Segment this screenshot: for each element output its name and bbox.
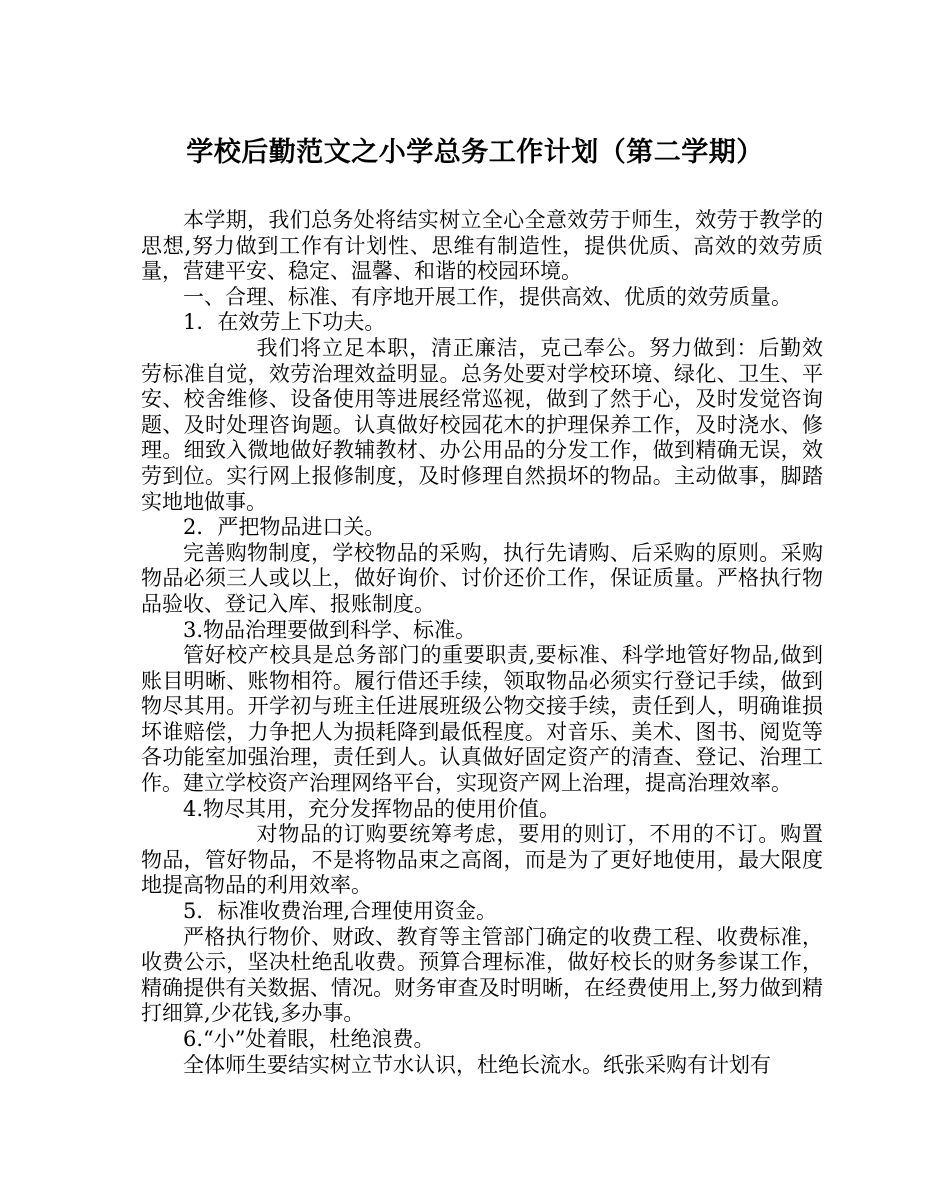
subheading-6: 6.“小”处着眼，杜绝浪费。	[183, 1027, 435, 1051]
paragraph-purchasing: 完善购物制度，学校物品的采购，执行先请购、后采购的原则。采购物品必须三人或以上，做好询价、讨价还价工作，保证质量。严格执行物品验收、登记入库、报账制度。	[141, 540, 823, 616]
paragraph-utilization: 对物品的订购要统筹考虑，要用的则订，不用的不订。购置物品，管好物品，不是将物品束之高阁，而是为了更好地使用，最大限度地提高物品的利用效率。	[141, 822, 823, 898]
paragraph-intro: 本学期，我们总务处将结实树立全心全意效劳于师生，效劳于教学的思想,努力做到工作有计划性、思维有制造性，提供优质、高效的效劳质量，营建平安、稳定、温馨、和谐的校园环境。	[141, 208, 823, 284]
paragraph-fees: 严格执行物价、财政、教育等主管部门确定的收费工程、收费标准，收费公示，坚决杜绝乱收费。预算合理标准，做好校长的财务参谋工作，精确提供有关数据、情况。财务审查及时明晰，在经费使用上,努力做到精打细算,少花钱,多办事。	[141, 924, 823, 1026]
paragraph-saving: 全体师生要结实树立节水认识，杜绝长流水。纸张采购有计划有	[183, 1052, 771, 1077]
subheading-1: 1．在效劳上下功夫。	[183, 310, 386, 335]
section-heading-1: 一、合理、标准、有序地开展工作，提供高效、优质的效劳质量。	[183, 284, 792, 309]
subheading-5: 5．标准收费治理,合理使用资金。	[183, 899, 498, 924]
document-body	[141, 208, 823, 1078]
paragraph-service: 我们将立足本职，清正廉洁，克己奉公。努力做到：后勤效劳标准自觉，效劳治理效益明显。总务处要对学校环境、绿化、卫生、平安、校舍维修、设备使用等进展经常巡视，做到了然于心，及时发觉咨询题、及时处理咨询题。认真做好校园花木的护理保养工作，及时浇水、修理。细致入微地做好教辅教材、办公用品的分发工作，做到精确无误，效劳到位。实行网上报修制度，及时修理自然损坏的物品。主动做事，脚踏实地地做事。	[141, 335, 823, 514]
subheading-2: 2．严把物品进口关。	[183, 515, 386, 540]
subheading-3: 3.物品治理要做到科学、标准。	[183, 617, 477, 642]
subheading-4: 4.物尽其用，充分发挥物品的使用价值。	[183, 796, 561, 821]
document-title: 学校后勤范文之小学总务工作计划（第二学期）	[186, 137, 764, 168]
paragraph-management: 管好校产校具是总务部门的重要职责,要标准、科学地管好物品,做到账目明晰、账物相符。履行借还手续，领取物品必须实行登记手续，做到物尽其用。开学初与班主任进展班级公物交接手续，责任到人，明确谁损坏谁赔偿，力争把人为损耗降到最低程度。对音乐、美术、图书、阅览等各功能室加强治理，责任到人。认真做好固定资产的清查、登记、治理工作。建立学校资产治理网络平台，实现资产网上治理，提高治理效率。	[141, 643, 823, 796]
